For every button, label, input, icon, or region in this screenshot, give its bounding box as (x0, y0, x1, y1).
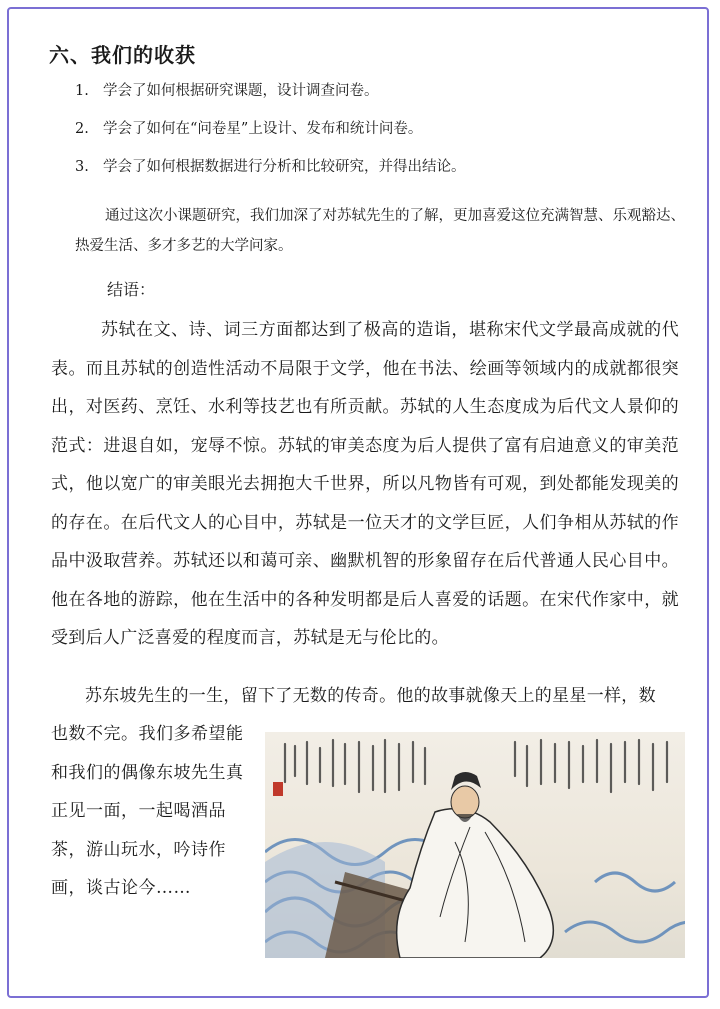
figure-head (451, 786, 479, 818)
list-item-number: 1. (75, 83, 89, 99)
su-dongpo-painting (265, 732, 685, 958)
figure-robe (397, 809, 554, 958)
seal-stamp (273, 782, 283, 796)
painting-illustration (265, 732, 685, 958)
list-item (75, 119, 675, 157)
page-frame (7, 7, 709, 998)
list-item-text: 学会了如何根据研究课题，设计调查问卷。 (103, 83, 379, 99)
list-item-number: 2. (75, 121, 89, 137)
list-item (75, 157, 675, 195)
summary-paragraph: 通过这次小课题研究，我们加深了对苏轼先生的了解，更加喜爱这位充满智慧、乐观豁达、热爱生活、多才多艺的大学问家。 (75, 208, 685, 254)
list-item-text: 学会了如何在“问卷星”上设计、发布和统计问卷。 (103, 121, 423, 137)
conclusion-paragraph: 苏轼在文、诗、词三方面都达到了极高的造诣，堪称宋代文学最高成就的代表。而且苏轼的创造性活动不局限于文学，他在书法、绘画等领域内的成就都很突出，对医药、烹饪、水利等技艺也有所贡献。苏轼的人生态度成为后代文人景仰的范式：进退自如，宠辱不惊。苏轼的审美态度为后人提供了富有启迪意义的审美范式，他以宽广的审美眼光去拥抱大千世界，所以凡物皆有可观，到处都能发现美的的存在。在后代文人的心目中，苏轼是一位天才的文学巨匠，人们争相从苏轼的作品中汲取营养。苏轼还以和蔼可亲、幽默机智的形象留存在后代普通人民心目中。他在各地的游踪，他在生活中的各种发明都是后人喜爱的话题。在宋代作家中，就受到后人广泛喜爱的程度而言，苏轼是无与伦比的。 (51, 320, 679, 648)
final-paragraph-first-line: 苏东坡先生的一生，留下了无数的传奇。他的故事就像天上的星星一样，数 (85, 686, 656, 706)
harvest-list (75, 81, 675, 195)
conclusion-title: 结语： (107, 280, 156, 299)
list-item (75, 81, 675, 119)
section-heading: 六、我们的收获 (49, 43, 196, 67)
list-item-number: 3. (75, 159, 89, 175)
list-item-text: 学会了如何根据数据进行分析和比较研究，并得出结论。 (103, 159, 466, 175)
final-paragraph-rest: 也数不完。我们多希望能和我们的偶像东坡先生真正见一面，一起喝酒品茶，游山玩水，吟诗作画，谈古论今…… (51, 724, 244, 898)
document-content (9, 9, 707, 996)
